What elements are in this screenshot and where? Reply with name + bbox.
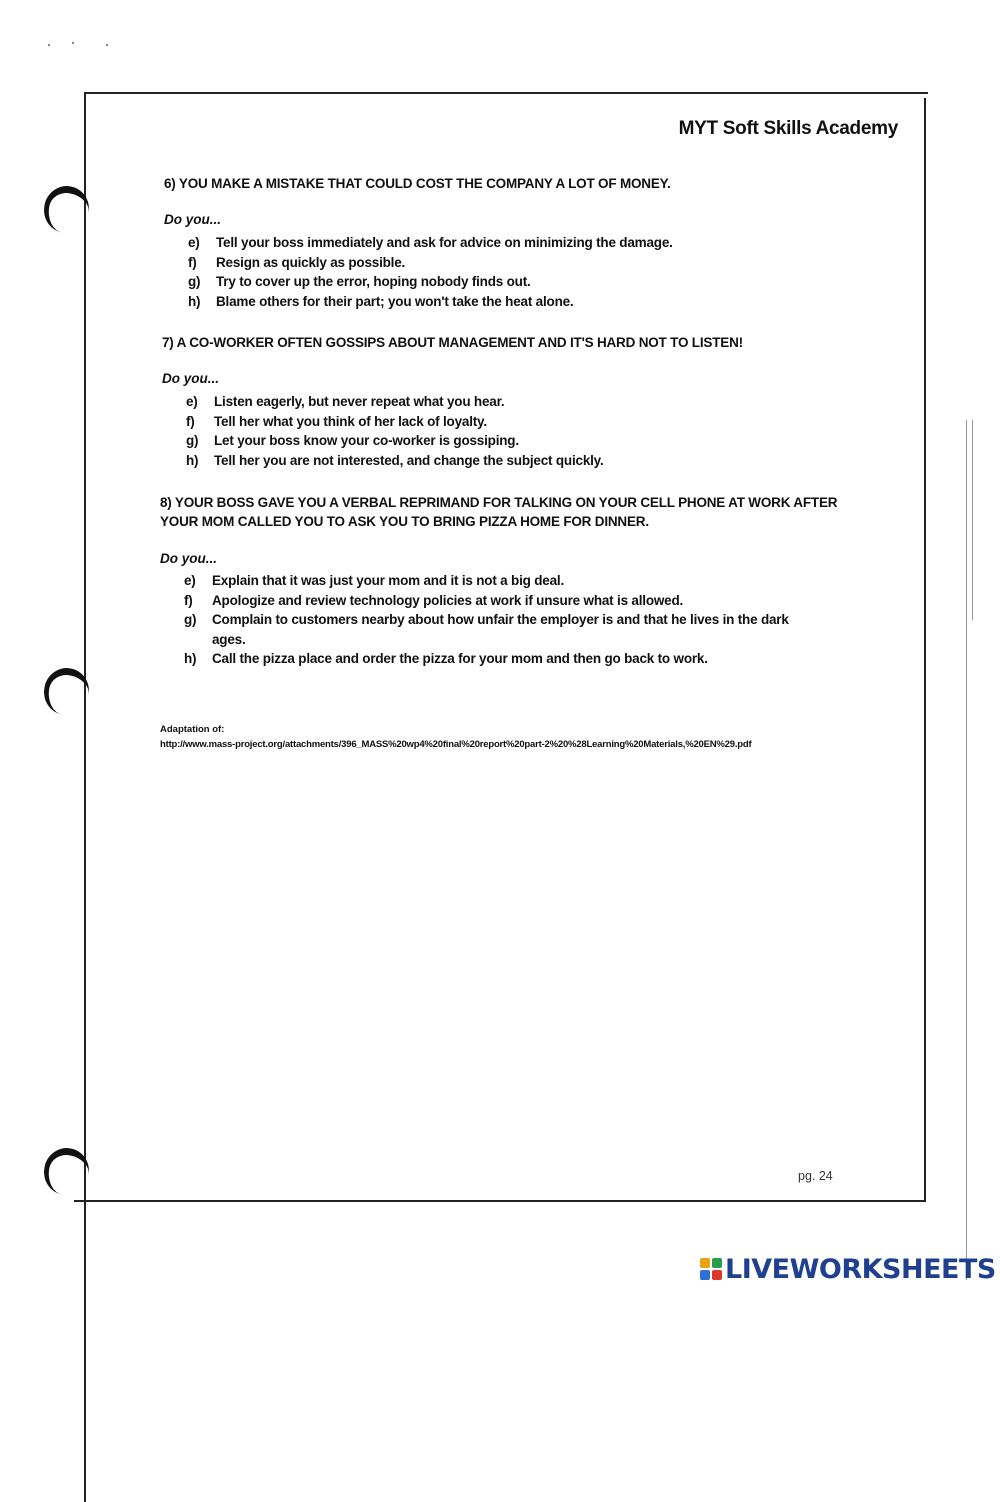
logo-square-icon	[712, 1258, 722, 1268]
option-item	[184, 591, 824, 611]
option-letter: e)	[188, 235, 200, 250]
option-item	[184, 610, 824, 649]
option-item	[184, 649, 824, 669]
option-letter: f)	[186, 413, 195, 429]
logo-square-icon	[700, 1258, 710, 1268]
liveworksheets-watermark	[700, 1253, 996, 1285]
option-text: Explain that it was just your mom and it is not a big deal.	[212, 573, 565, 588]
option-item	[188, 272, 808, 292]
question-8-prompt: Do you...	[160, 551, 217, 566]
option-item	[186, 412, 806, 432]
option-letter: h)	[184, 651, 197, 666]
option-item	[188, 292, 808, 312]
option-letter: g)	[184, 612, 197, 627]
option-item	[188, 233, 808, 253]
scan-speck	[72, 42, 74, 44]
option-letter: f)	[188, 254, 197, 270]
option-text: Call the pizza place and order the pizza for your mom and then go back to work.	[212, 651, 708, 666]
question-7-options	[186, 392, 806, 470]
option-text: Blame others for their part; you won't take the heat alone.	[216, 293, 574, 309]
option-letter: h)	[188, 293, 201, 309]
option-text: Tell your boss immediately and ask for advice on minimizing the damage.	[216, 235, 673, 250]
adaptation-url: http://www.mass-project.org/attachments/396_MASS%20wp4%20final%20report%20part-2%20%28Learning%20Materials,%20EN%29.pdf	[160, 739, 752, 750]
question-6-prompt: Do you...	[164, 212, 221, 227]
question-8-title: 8) YOUR BOSS GAVE YOU A VERBAL REPRIMAND FOR TALKING ON YOUR CELL PHONE AT WORK AFTER YOUR MOM CALLED YOU TO ASK YOU TO BRING PIZZA HOME FOR DINNER.	[160, 495, 838, 529]
option-text: Resign as quickly as possible.	[216, 254, 406, 270]
brand-title: MYT Soft Skills Academy	[678, 118, 898, 139]
option-text: Try to cover up the error, hoping nobody finds out.	[216, 274, 531, 289]
adaptation-label: Adaptation of:	[160, 724, 225, 735]
option-text: Apologize and review technology policies at work if unsure what is allowed.	[212, 592, 684, 608]
page-border-bottom	[74, 1200, 926, 1202]
logo-square-icon	[700, 1270, 710, 1280]
sheet-edge-line	[966, 420, 967, 1280]
option-letter: e)	[186, 394, 198, 409]
option-text: Listen eagerly, but never repeat what you hear.	[214, 394, 505, 409]
page-number: pg. 24	[798, 1169, 833, 1183]
question-6-options	[188, 233, 808, 311]
liveworksheets-logo-icon	[700, 1258, 722, 1280]
logo-square-icon	[712, 1270, 722, 1280]
option-letter: h)	[186, 452, 199, 468]
option-item	[186, 392, 806, 412]
watermark-text: LIVEWORKSHEETS	[725, 1253, 996, 1285]
option-letter: g)	[186, 433, 199, 448]
option-letter: g)	[188, 274, 201, 289]
option-item	[184, 571, 824, 591]
option-letter: e)	[184, 573, 196, 588]
option-item	[186, 451, 806, 471]
scan-speck	[48, 44, 50, 46]
option-item	[186, 431, 806, 451]
sheet-edge-line	[972, 420, 973, 620]
option-item	[188, 253, 808, 273]
option-text: Let your boss know your co-worker is gossiping.	[214, 433, 519, 448]
question-7-prompt: Do you...	[162, 371, 219, 386]
question-6-title: 6) YOU MAKE A MISTAKE THAT COULD COST THE COMPANY A LOT OF MONEY.	[164, 176, 671, 191]
question-8-options	[184, 571, 824, 669]
question-7-title: 7) A CO-WORKER OFTEN GOSSIPS ABOUT MANAGEMENT AND IT'S HARD NOT TO LISTEN!	[162, 335, 743, 350]
option-text: Tell her you are not interested, and change the subject quickly.	[214, 452, 604, 468]
scan-speck	[106, 44, 108, 46]
option-text: Tell her what you think of her lack of loyalty.	[214, 413, 487, 429]
page-border-right	[924, 98, 926, 1202]
option-text: Complain to customers nearby about how unfair the employer is and that he lives in the dark ages.	[212, 612, 789, 647]
option-letter: f)	[184, 592, 193, 608]
